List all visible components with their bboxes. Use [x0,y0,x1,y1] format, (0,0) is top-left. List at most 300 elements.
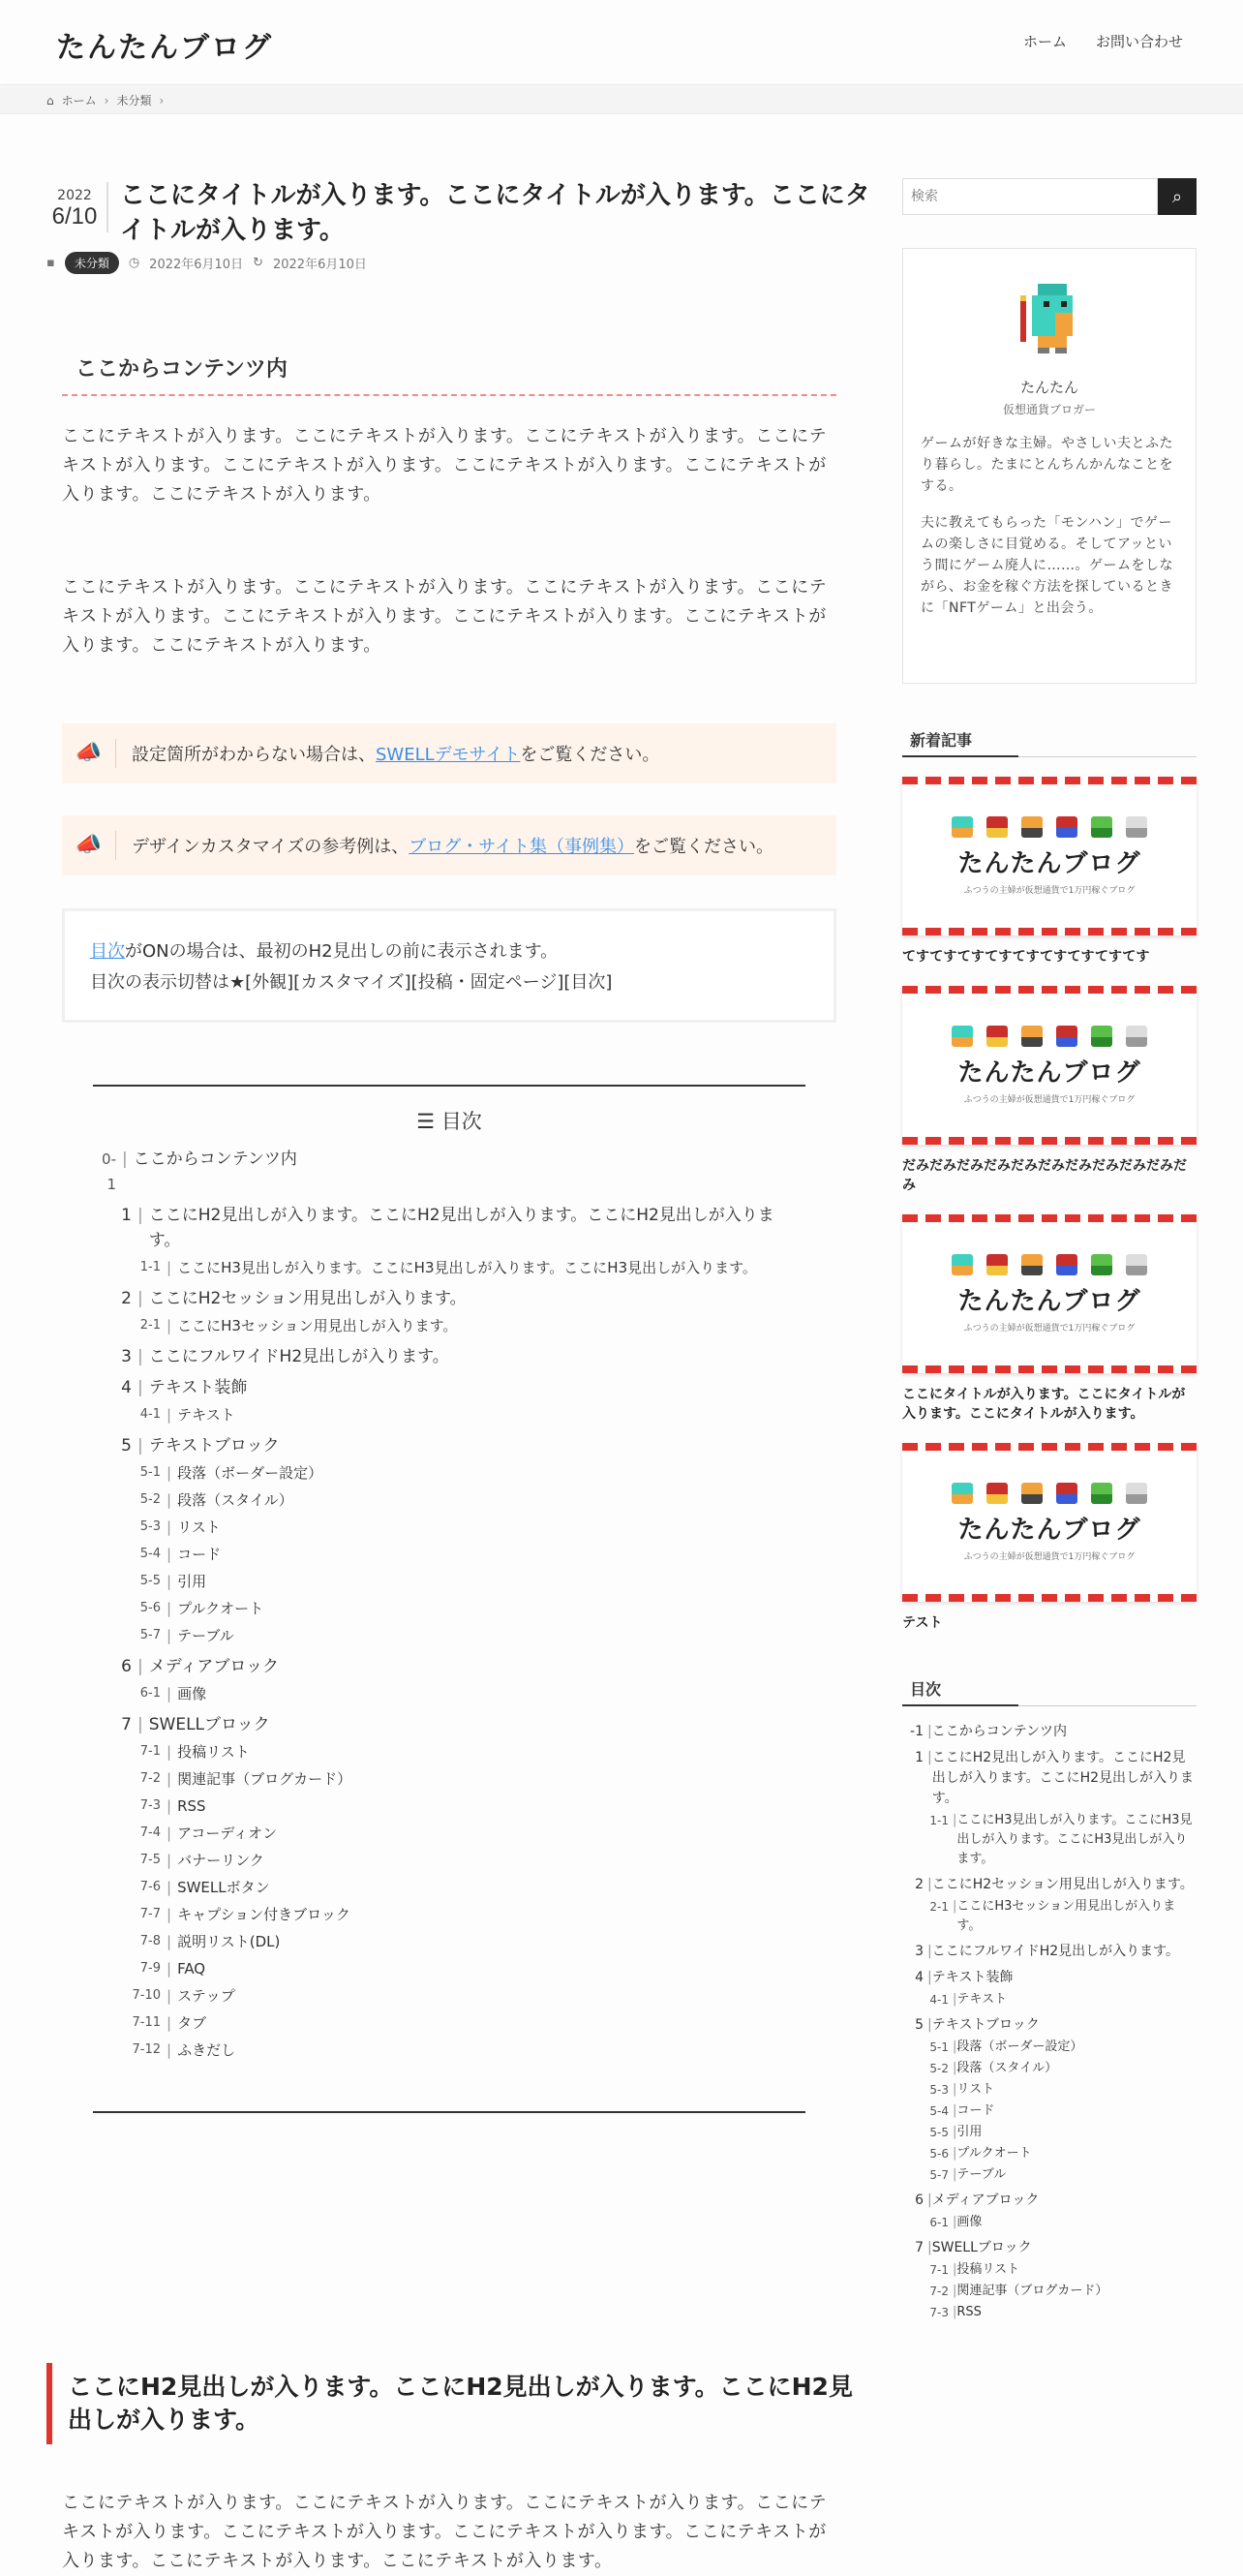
toc-item-text: メディアブロック [148,1657,280,1676]
toc-separator: | [167,1987,172,2005]
toc-separator: | [953,2284,957,2298]
sidebar-toc-item[interactable] [902,1875,1197,1895]
toc-item-number: -1 [910,1724,924,1739]
toc-item-text: 段落（ボーダー設定） [956,2039,1083,2054]
pixel-character-icon [1056,816,1077,838]
toc-item-number: 7-2 [929,2285,949,2298]
toc-item-text: テキストブロック [148,1436,280,1456]
toc-item-text: キャプション付きブロック [177,1906,350,1923]
toc-item[interactable] [93,1203,805,1253]
refresh-icon: ↻ [253,256,263,270]
pixel-character-icon [1091,816,1112,838]
post-date [46,188,103,230]
toc-item-number: 7-8 [139,1934,161,1948]
thumbnail-title: たんたんブログ [957,1516,1141,1545]
toc-item-number: 5-4 [139,1547,161,1561]
toc-item-text: ここにH3セッション用見出しが入ります。 [956,1899,1176,1933]
toc-separator: | [953,2103,957,2118]
toc-separator: | [167,1933,172,1950]
toc-link[interactable]: 目次 [90,941,125,962]
pixel-character-icon [1126,1254,1147,1275]
toc-item-number: 5-3 [929,2083,949,2097]
toc-item-text: SWELLブロック [931,2240,1032,2255]
toc-item-number: 6 [121,1657,132,1676]
toc-separator: | [953,2305,957,2319]
sidebar-toc-item[interactable] [902,2238,1197,2258]
pixel-character-icon [986,1026,1008,1047]
toc-item-number: 4-1 [139,1407,161,1422]
recent-post-card[interactable] [902,777,1197,966]
toc-separator: | [167,1852,172,1869]
paragraph-2: ここにテキストが入ります。ここにテキストが入ります。ここにテキストが入ります。ここにテキストが入ります。ここにテキストが入ります。ここにテキストが入ります。ここにテキストが入ります。ここにテキストが入ります。 [62,577,828,656]
sidebar-toc-item[interactable] [902,1722,1197,1742]
pixel-character-icon [1126,1483,1147,1504]
toc-separator: | [167,1573,172,1590]
toc-item[interactable] [93,1460,805,1486]
toc-item-number: 7-6 [139,1880,161,1894]
recent-post-title[interactable]: てすてすてすてすてすてすてすてすてす [902,949,1150,965]
chevron-right-icon: › [159,93,165,107]
global-nav [1023,31,1183,51]
sidebar-toc-item[interactable] [902,2191,1197,2211]
profile-name: たんたん [1019,379,1078,396]
thumbnail-subtitle: ふつうの主婦が仮想通貨で1万円稼ぐブログ [963,1095,1136,1105]
notice-2-text: デザインカスタマイズの参考例は、ブログ・サイト集（事例集）をご覧ください。 [132,837,773,857]
pixel-character-icon [1091,1026,1112,1047]
toc-separator: | [167,1797,172,1815]
sidebar-toc-item[interactable] [902,1968,1197,1988]
toc-separator: | [953,2167,957,2182]
toc-item-number: 7-5 [139,1853,161,1867]
toc-separator: | [953,2262,957,2277]
toc-item-text: ここにH2セッション用見出しが入ります。 [148,1289,467,1308]
nav-item-home[interactable]: ホーム [1022,33,1067,50]
toc-separator: | [167,1518,172,1536]
toc-separator: | [953,2082,957,2097]
toc-separator: | [137,1436,143,1456]
toc-item-text: アコーディオン [177,1825,278,1842]
toc-item-number: 5-2 [929,2062,949,2075]
toc-list [93,1147,805,2063]
profile-bio-1: ゲームが好きな主婦。やさしい夫とふたり暮らし。たまにとんちんかんなことをする。 [921,436,1173,494]
toc-item[interactable] [93,1344,805,1369]
toc-item-number: 7 [915,2240,924,2255]
toc-item-text: テキスト装飾 [931,1970,1014,1985]
toc-item-number: 1 [121,1206,132,1225]
recent-posts-title: 新着記事 [902,722,1197,757]
toc-item-number: 7-10 [132,1988,161,2003]
toc-item-text: ここにH2セッション用見出しが入ります。 [931,1877,1194,1892]
toc-item-number: 5-1 [139,1465,161,1480]
toc-title: ☰ 目次 [416,1110,482,1133]
pixel-character-icon [952,1026,973,1047]
toc-item-number: 4 [121,1378,132,1397]
recent-posts-list [902,777,1197,1633]
nav-item-contact[interactable]: お問い合わせ [1095,33,1183,50]
sidebar-toc-item[interactable] [902,2303,1197,2322]
sidebar-toc-item[interactable] [902,2144,1197,2163]
notice-box-1 [62,723,836,783]
notice-box-2 [62,815,836,875]
toc-item[interactable] [93,1515,805,1540]
toc-item-text: 関連記事（ブログカード） [177,1770,352,1788]
toc-item-number: 1-1 [139,1260,161,1274]
toc-item-text: テキスト [177,1406,235,1424]
megaphone-icon: 📣 [62,831,116,860]
site-header [0,0,1243,85]
toc-item-text: SWELLボタン [177,1879,270,1896]
pixel-character-icon [986,1483,1008,1504]
toc-item[interactable] [93,1739,805,1764]
search-icon: ⌕ [1171,186,1183,206]
toc-item-text: ここにH2見出しが入ります。ここにH2見出しが入ります。ここにH2見出しが入ります。 [931,1750,1195,1806]
sidebar-toc-item[interactable] [902,2101,1197,2121]
toc-separator: | [167,1317,172,1334]
toc-item-number: 5-6 [139,1601,161,1615]
toc-item[interactable] [93,1286,805,1311]
toc-separator: | [167,1825,172,1842]
toc-item-number: 6 [915,2193,924,2208]
sidebar-toc-item[interactable] [902,1811,1197,1869]
toc-item-text: リスト [956,2082,995,2097]
sidebar-toc-list [902,1722,1197,2322]
toc-item-text: SWELLブロック [148,1715,270,1734]
toc-separator: | [953,1992,957,2007]
toc-item-text: 説明リスト(DL) [177,1933,281,1950]
toc-item[interactable] [93,1929,805,1954]
toc-item-text: バナーリンク [177,1852,264,1869]
list-icon: ☰ [416,1110,441,1133]
toc-separator: | [167,1464,172,1482]
breadcrumb-category[interactable]: 未分類 [116,94,152,107]
toc-separator: | [927,2240,932,2255]
sidebar-toc-item[interactable] [902,2213,1197,2232]
pixel-characters [952,816,1147,838]
toc-separator: | [167,1960,172,1978]
toc-item-number: 7-3 [929,2306,949,2319]
toc-note-box [62,908,836,1023]
toc-item-number: 3 [121,1347,132,1366]
pixel-characters [952,1483,1147,1504]
main-content [46,155,870,2571]
toc-item-number: 6-1 [139,1686,161,1701]
pixel-character-icon [1056,1026,1077,1047]
swell-demo-link[interactable]: SWELLデモサイト [376,745,521,765]
avatar [1003,278,1096,371]
toc-item-number: 4 [915,1970,924,1985]
toc-item-number: 5-5 [929,2126,949,2139]
toc-item-number: 5-6 [929,2147,949,2161]
toc-item[interactable] [93,1375,805,1400]
toc-item-text: 段落（スタイル） [956,2061,1058,2075]
toc-item-text: テキスト [956,1992,1008,2007]
toc-item-number: 5-7 [139,1628,161,1642]
toc-item-text: 段落（ボーダー設定） [177,1464,323,1482]
toc-item-text: コード [956,2103,995,2118]
toc-item-text: 投稿リスト [177,1743,250,1761]
toc-separator: | [167,1685,172,1702]
sidebar-toc-item[interactable] [902,2080,1197,2100]
sidebar-toc-item[interactable] [902,2165,1197,2185]
thumbnail-subtitle: ふつうの主婦が仮想通貨で1万円稼ぐブログ [963,1552,1136,1562]
toc-item[interactable] [93,1681,805,1706]
toc-separator: | [122,1150,128,1169]
toc-separator: | [167,1406,172,1424]
toc-item-text: テーブル [177,1627,234,1644]
breadcrumb-home[interactable]: ホーム [61,94,97,107]
toc-item-text: 引用 [177,1573,207,1590]
toc-item[interactable] [93,1875,805,1900]
toc-item[interactable] [93,1848,805,1873]
recent-post-thumbnail [902,1443,1197,1602]
toc-item-number: 1-1 [929,1814,949,1827]
toc-item[interactable] [93,1766,805,1792]
sidebar-toc-item[interactable] [902,2282,1197,2301]
toc-item-number: 7-4 [139,1825,161,1840]
toc-separator: | [953,1899,957,1914]
toc-separator: | [167,1879,172,1896]
toc-item-text: プルクオート [956,2146,1032,2161]
toc-item-text: テーブル [956,2167,1007,2182]
toc-item[interactable] [93,1433,805,1458]
toc-item-number: 5-4 [929,2104,949,2118]
toc-separator: | [167,1546,172,1563]
toc-item-text: 段落（スタイル） [177,1491,293,1509]
post-header [46,155,870,281]
toc-item-number: 7-1 [139,1744,161,1759]
toc-item-text: テキストブロック [931,2017,1040,2033]
toc-item-text: ここにH3見出しが入ります。ここにH3見出しが入ります。ここにH3見出しが入ります。 [177,1259,757,1276]
toc-item[interactable] [93,1569,805,1594]
toc-separator: | [953,1813,957,1827]
toc-item-text: ここからコンテンツ内 [931,1724,1068,1739]
recent-post-title[interactable]: だみだみだみだみだみだみだみだみだみだみだみ [902,1158,1187,1193]
toc-item[interactable] [93,1147,805,1197]
search-input[interactable] [902,178,1158,215]
toc-item-text: RSS [956,2305,982,2319]
toc-separator: | [927,2193,932,2208]
toc-item-number: 5 [121,1436,132,1456]
toc-separator: | [137,1715,143,1734]
toc-separator: | [167,1259,172,1276]
pixel-character-icon [952,1254,973,1275]
toc-item[interactable] [93,1712,805,1737]
toc-item[interactable] [93,1596,805,1621]
pixel-character-icon [1021,816,1043,838]
pixel-character-icon [1056,1483,1077,1504]
toc-separator: | [137,1657,143,1676]
paragraph-3: ここにテキストが入ります。ここにテキストが入ります。ここにテキストが入ります。ここにテキストが入ります。ここにテキストが入ります。ここにテキストが入ります。ここにテキストが入ります。ここにテキストが入ります。ここにテキストが入ります。 [62,2493,828,2571]
toc-item-number: 2-1 [929,1900,949,1914]
breadcrumb [0,87,1243,114]
sidebar-toc-item[interactable] [902,2038,1197,2057]
toc-separator: | [167,1600,172,1617]
toc-separator: | [927,1750,932,1765]
toc-separator: | [927,1944,932,1959]
toc-item-number: 7-9 [139,1961,161,1976]
toc-separator: | [953,2061,957,2075]
content-heading [62,341,836,396]
folder-icon: ▪ [46,256,55,270]
recent-post-thumbnail [902,1214,1197,1373]
toc-item-number: 7-7 [139,1907,161,1921]
recent-post-card[interactable] [902,986,1197,1195]
toc-separator: | [167,2014,172,2032]
search-form [902,178,1197,215]
post-date-day: 6/10 [51,203,98,230]
toc-item-number: 5-1 [929,2040,949,2054]
toc-item-number: 7-12 [132,2042,161,2057]
toc-item[interactable] [93,1821,805,1846]
clock-icon: ◷ [128,256,140,270]
toc-separator: | [167,1770,172,1788]
recent-post-title[interactable]: ここにタイトルが入ります。ここにタイトルが入ります。ここにタイトルが入ります。 [902,1387,1186,1422]
case-study-link[interactable]: ブログ・サイト集（事例集） [409,837,634,857]
toc-item[interactable] [93,1313,805,1338]
toc-item[interactable] [93,1654,805,1679]
toc-item-text: ここにH3見出しが入ります。ここにH3見出しが入ります。ここにH3見出しが入ります。 [956,1813,1193,1866]
toc-item[interactable] [93,1902,805,1927]
toc-item-text: RSS [177,1797,206,1815]
sidebar-toc-item[interactable] [902,1897,1197,1936]
pixel-character-icon [1021,1483,1043,1504]
pixel-characters [952,1026,1147,1047]
recent-post-thumbnail [902,777,1197,935]
recent-post-thumbnail [902,986,1197,1145]
thumbnail-title: たんたんブログ [957,1287,1141,1316]
toc-separator: | [167,1743,172,1761]
updated-date: 2022年6月10日 [272,258,367,272]
toc-item-number: 7-3 [139,1798,161,1813]
toc-item-number: 7-2 [139,1771,161,1786]
megaphone-icon: 📣 [62,739,116,768]
toc-item[interactable] [93,2038,805,2063]
toc-item-number: 7-11 [132,2015,161,2030]
toc-item-text: ここにH2見出しが入ります。ここにH2見出しが入ります。ここにH2見出しが入ります。 [148,1206,774,1250]
pixel-character-icon [1091,1254,1112,1275]
toc-separator: | [927,1724,932,1739]
published-date: 2022年6月10日 [149,258,244,272]
toc-item-number: 5 [915,2017,924,2033]
site-logo[interactable]: たんたんブログ [56,31,273,65]
toc-item-text: テキスト装飾 [148,1378,248,1397]
toc-item-text: ここにH3セッション用見出しが入ります。 [177,1317,458,1334]
toc-item[interactable] [93,1255,805,1280]
sidebar-toc-item[interactable] [902,2059,1197,2078]
toc-item-number: 2 [121,1289,132,1308]
toc-separator: | [167,1627,172,1644]
toc-separator: | [927,1877,932,1892]
toc-item[interactable] [93,1794,805,1819]
post-meta [46,252,367,274]
pixel-character-icon [986,1254,1008,1275]
paragraph-1: ここにテキストが入ります。ここにテキストが入ります。ここにテキストが入ります。ここにテキストが入ります。ここにテキストが入ります。ここにテキストが入ります。ここにテキストが入ります。ここにテキストが入ります。 [62,426,828,505]
toc-item-text: ふきだし [177,2041,236,2059]
toc-item-text: ここにフルワイドH2見出しが入ります。 [148,1347,449,1366]
toc-item[interactable] [93,1623,805,1648]
toc-item-number: 5-7 [929,2168,949,2182]
toc-item-number: 6-1 [929,2216,949,2229]
toc-item[interactable] [93,1487,805,1513]
toc-separator: | [953,2125,957,2139]
toc-item-number: 3 [915,1944,924,1959]
toc-note-line1: がONの場合は、最初のH2見出しの前に表示されます。 [125,941,559,962]
recent-post-title[interactable]: テスト [902,1615,943,1631]
toc-item-text: 画像 [177,1685,207,1702]
post-date-year: 2022 [57,188,92,203]
sidebar-toc-item[interactable] [902,2260,1197,2280]
toc-item-text: コード [177,1546,222,1563]
toc-item-text: メディアブロック [931,2193,1040,2208]
toc-separator: | [137,1347,143,1366]
toc-separator: | [927,1970,932,1985]
toc-item-text: 引用 [956,2125,983,2139]
toc-item[interactable] [93,1983,805,2009]
table-of-contents [93,1085,805,2113]
sidebar-toc-item[interactable] [902,1748,1197,1809]
search-button[interactable] [1158,178,1197,215]
profile-bio-2: 夫に教えてもらった「モンハン」でゲームの楽しさに目覚める。そしてアッという間にゲーム廃人に……。ゲームをしながら、お金を稼ぐ方法を探しているときに「NFTゲーム」と出会う。 [921,515,1173,616]
pixel-character-icon [986,816,1008,838]
toc-separator: | [137,1289,143,1308]
toc-item-text: ここからコンテンツ内 [133,1150,297,1169]
toc-separator: | [953,2146,957,2161]
toc-item-text: 画像 [956,2215,983,2229]
toc-item-text: ここにフルワイドH2見出しが入ります。 [931,1944,1180,1959]
toc-item-text: タブ [177,2014,207,2032]
profile-card [902,248,1197,684]
toc-item-text: リスト [177,1518,221,1536]
sidebar-toc-item[interactable] [902,2015,1197,2036]
sidebar-toc-item[interactable] [902,2123,1197,2142]
sidebar-toc-item[interactable] [902,1942,1197,1962]
toc-separator: | [137,1206,143,1225]
toc-item[interactable] [93,2010,805,2036]
toc-item[interactable] [93,1542,805,1567]
pixel-character-icon [952,816,973,838]
toc-item-text: 関連記事（ブログカード） [956,2284,1108,2298]
title-divider [106,182,108,232]
pixel-character-icon [1126,1026,1147,1047]
toc-separator: | [167,1491,172,1509]
toc-separator: | [167,2041,172,2059]
thumbnail-subtitle: ふつうの主婦が仮想通貨で1万円稼ぐブログ [963,1324,1136,1334]
page-title: ここにタイトルが入ります。ここにタイトルが入ります。ここにタイトルが入ります。 [120,181,870,245]
chevron-right-icon: › [104,93,109,107]
recent-post-card[interactable] [902,1443,1197,1633]
sidebar-toc-item[interactable] [902,1990,1197,2009]
category-badge[interactable]: 未分類 [65,252,119,274]
pixel-character-icon [1091,1483,1112,1504]
pixel-character-icon [952,1483,973,1504]
notice-1-text: 設定箇所がわからない場合は、SWELLデモサイトをご覧ください。 [132,745,660,765]
toc-separator: | [167,1906,172,1923]
pixel-character-icon [1056,1254,1077,1275]
toc-item[interactable] [93,1956,805,1981]
recent-post-card[interactable] [902,1214,1197,1424]
thumbnail-subtitle: ふつうの主婦が仮想通貨で1万円稼ぐブログ [963,886,1136,896]
toc-item-number: 2 [915,1877,924,1892]
thumbnail-title: たんたんブログ [957,849,1141,878]
toc-separator: | [927,2017,932,2033]
sidebar [902,178,1197,2322]
home-icon: ⌂ [46,93,54,107]
toc-item-number: 2-1 [139,1318,161,1333]
toc-note-line2: 目次の表示切替は★[外観][カスタマイズ][投稿・固定ページ][目次] [90,972,613,993]
content-heading-text: ここからコンテンツ内 [62,341,836,396]
toc-separator: | [953,2039,957,2054]
toc-item[interactable] [93,1402,805,1427]
